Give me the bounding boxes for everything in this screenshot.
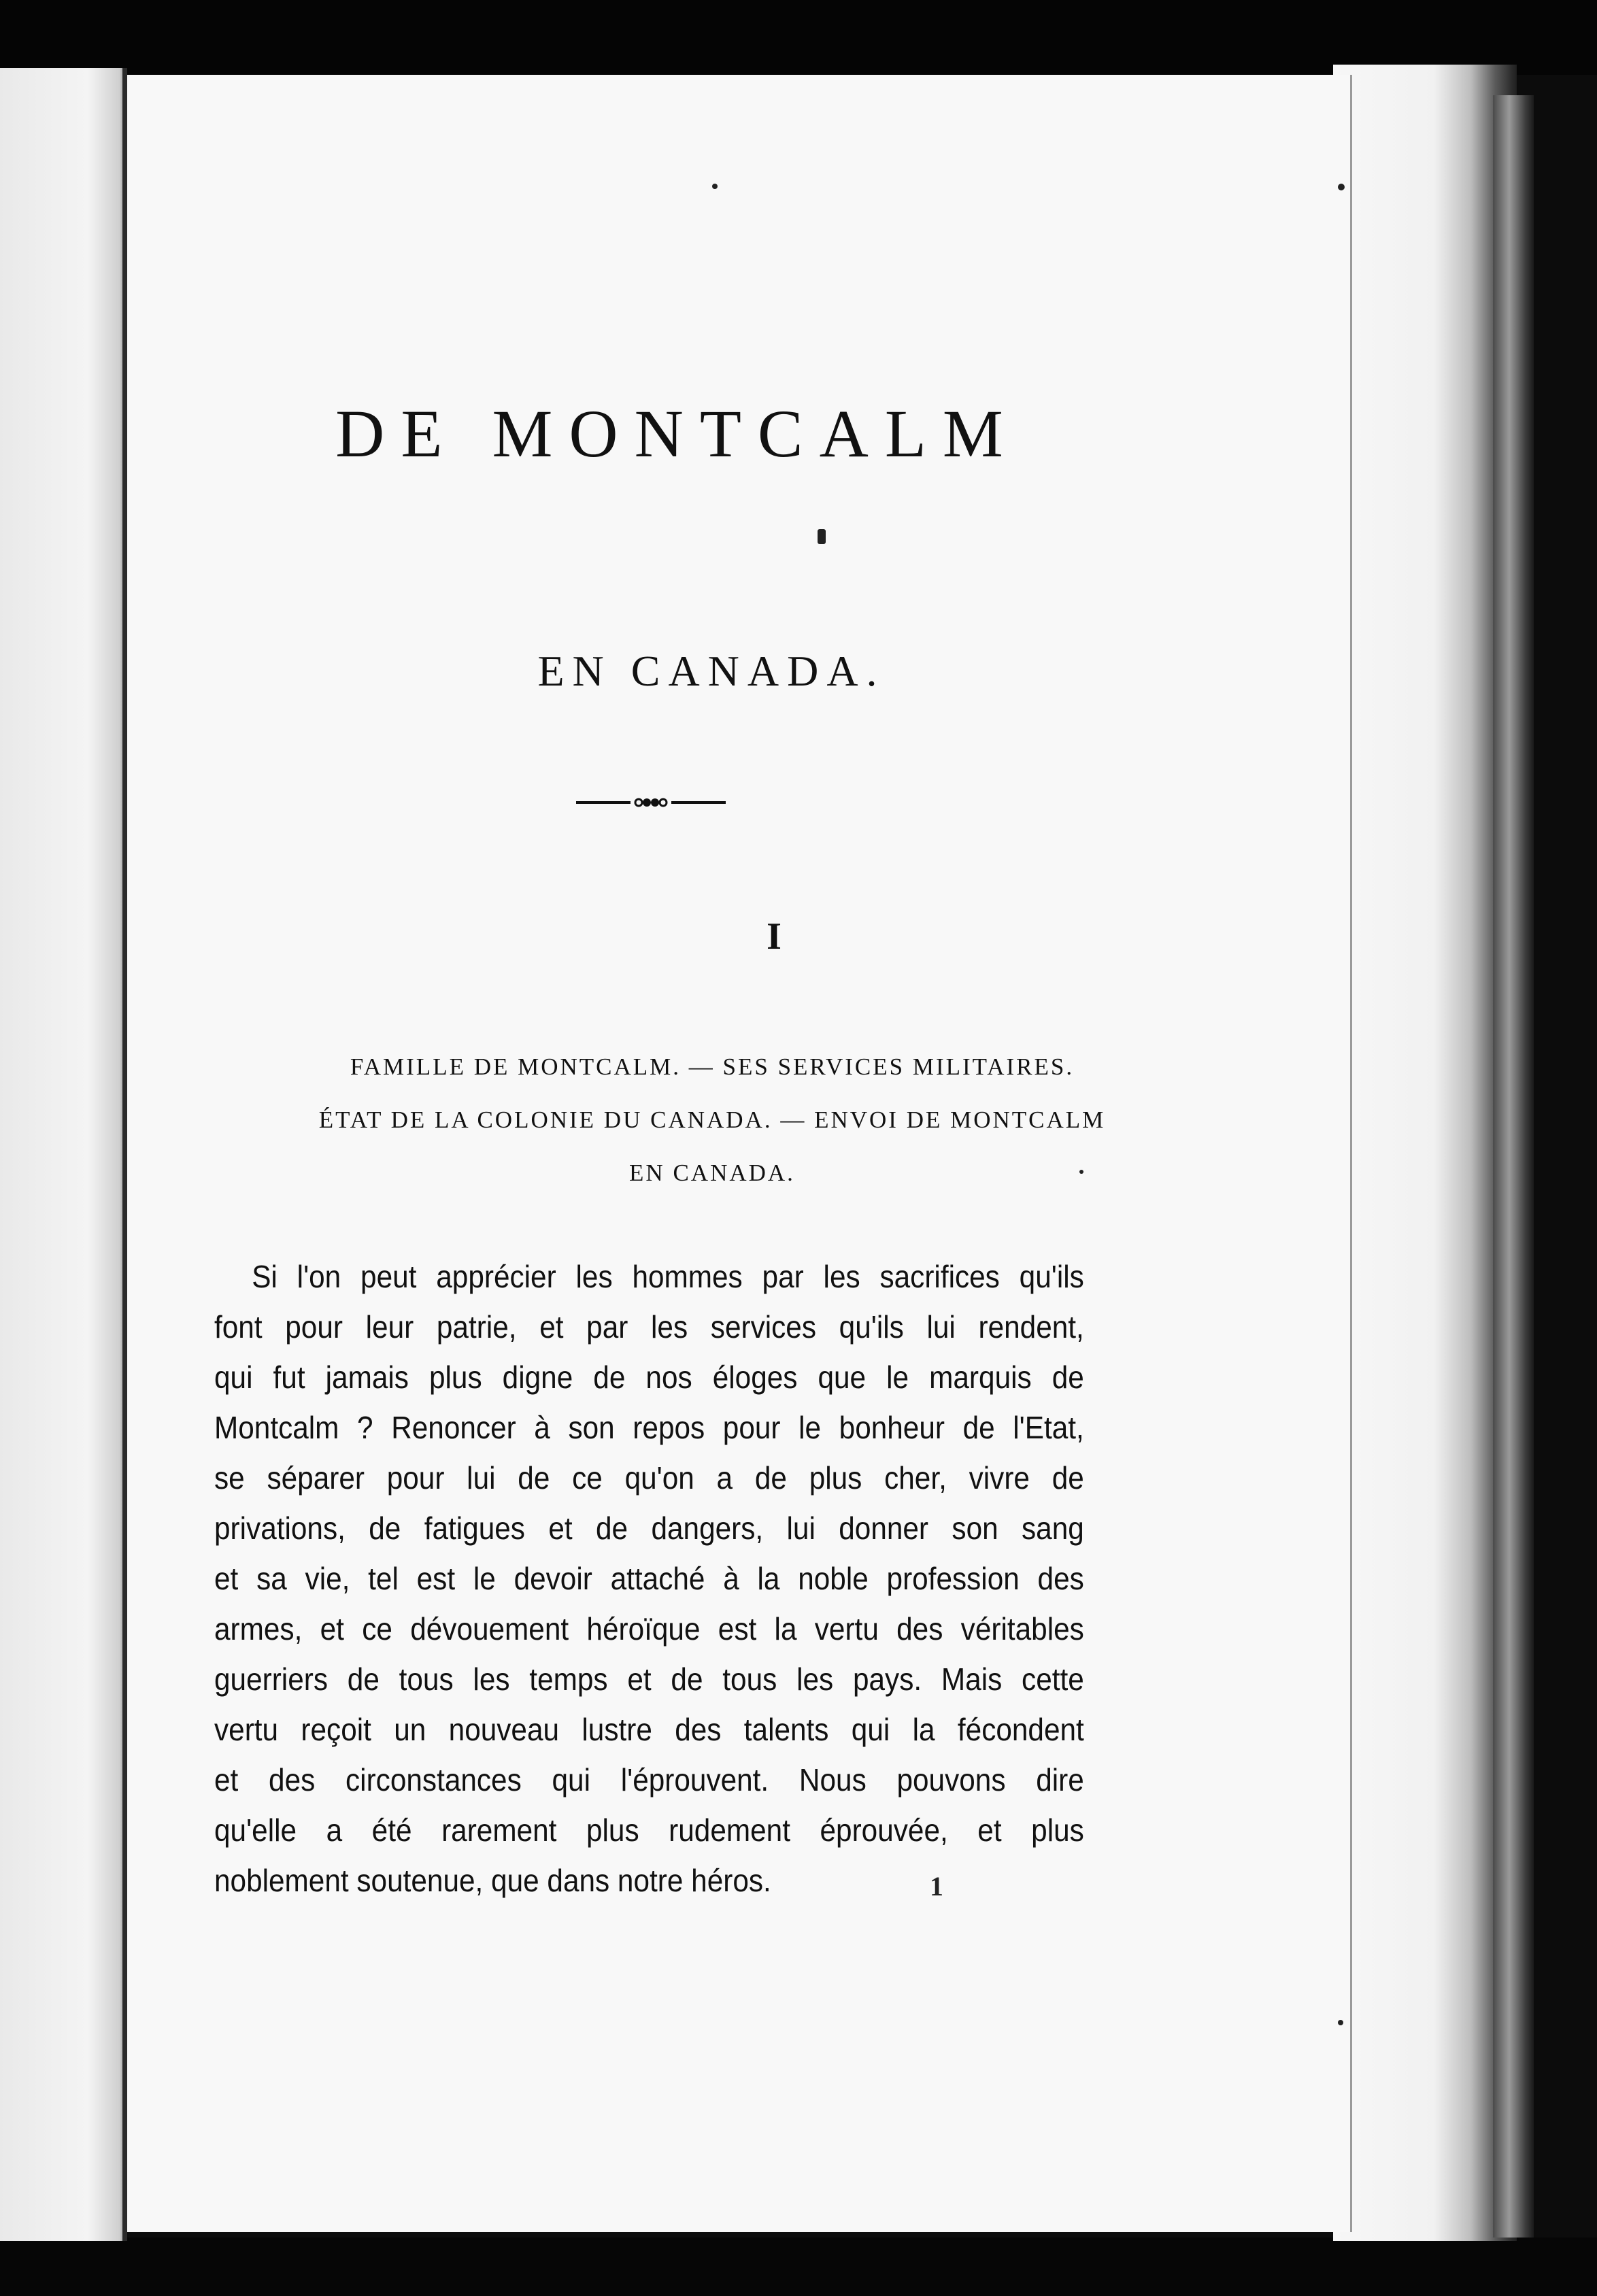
book-page: [127, 75, 1352, 2232]
summary-line: ÉTAT DE LA COLONIE DU CANADA. — ENVOI DE MONTCALM: [318, 1107, 1106, 1133]
scan-border-top: [0, 0, 1597, 75]
body-line: privations, de fatigues et de dangers, lui donner son sang: [214, 1510, 1084, 1546]
body-paragraph: [214, 1251, 1084, 1906]
ink-speck: [1338, 2020, 1343, 2025]
body-line: armes, et ce dévouement héroïque est la vertu des véritables: [214, 1611, 1084, 1647]
page-stack-edge: [1333, 65, 1517, 2241]
ink-speck: [712, 184, 718, 189]
body-line: qu'elle a été rarement plus rudement éprouvée, et plus: [214, 1812, 1084, 1848]
body-line: qui fut jamais plus digne de nos éloges que le marquis de: [214, 1360, 1084, 1395]
book-gutter: [122, 68, 127, 2241]
title-text: DE MONTCALM: [335, 396, 1020, 471]
book-binding-edge: [1493, 95, 1534, 2238]
ink-speck: [1338, 184, 1345, 190]
body-line: Si l'on peut apprécier les hommes par les sacrifices qu'ils: [252, 1259, 1084, 1294]
ink-speck: [818, 529, 826, 544]
chapter-summary: [216, 1041, 1209, 1200]
facing-page-edge: [0, 68, 126, 2241]
chapter-number-text: I: [767, 915, 781, 958]
signature-mark: 1: [930, 1871, 943, 1902]
body-line: noblement soutenue, que dans notre héros.: [214, 1863, 771, 1898]
body-line: et sa vie, tel est le devoir attaché à la noble profession des: [214, 1561, 1084, 1596]
ornament-divider: [576, 796, 726, 809]
body-line: font pour leur patrie, et par les services qu'ils lui rendent,: [214, 1309, 1084, 1345]
summary-line: FAMILLE DE MONTCALM. — SES SERVICES MILITAIRES.: [350, 1053, 1075, 1080]
page-subtitle: [127, 646, 1350, 696]
body-line: et des circonstances qui l'éprouvent. Nous pouvons dire: [214, 1762, 1084, 1797]
body-line: Montcalm ? Renoncer à son repos pour le bonheur de l'Etat,: [214, 1410, 1084, 1445]
page-title: [127, 394, 1350, 473]
body-line: guerriers de tous les temps et de tous les pays. Mais cette: [214, 1661, 1084, 1697]
body-line: se séparer pour lui de ce qu'on a de plus cher, vivre de: [214, 1460, 1084, 1496]
ink-speck: [1079, 1170, 1083, 1174]
subtitle-text: EN CANADA.: [537, 647, 886, 695]
body-line: vertu reçoit un nouveau lustre des talents qui la fécondent: [214, 1712, 1084, 1747]
chapter-number: [127, 915, 1350, 958]
summary-line: EN CANADA.: [629, 1160, 795, 1186]
scan-border-bottom: [0, 2238, 1597, 2296]
